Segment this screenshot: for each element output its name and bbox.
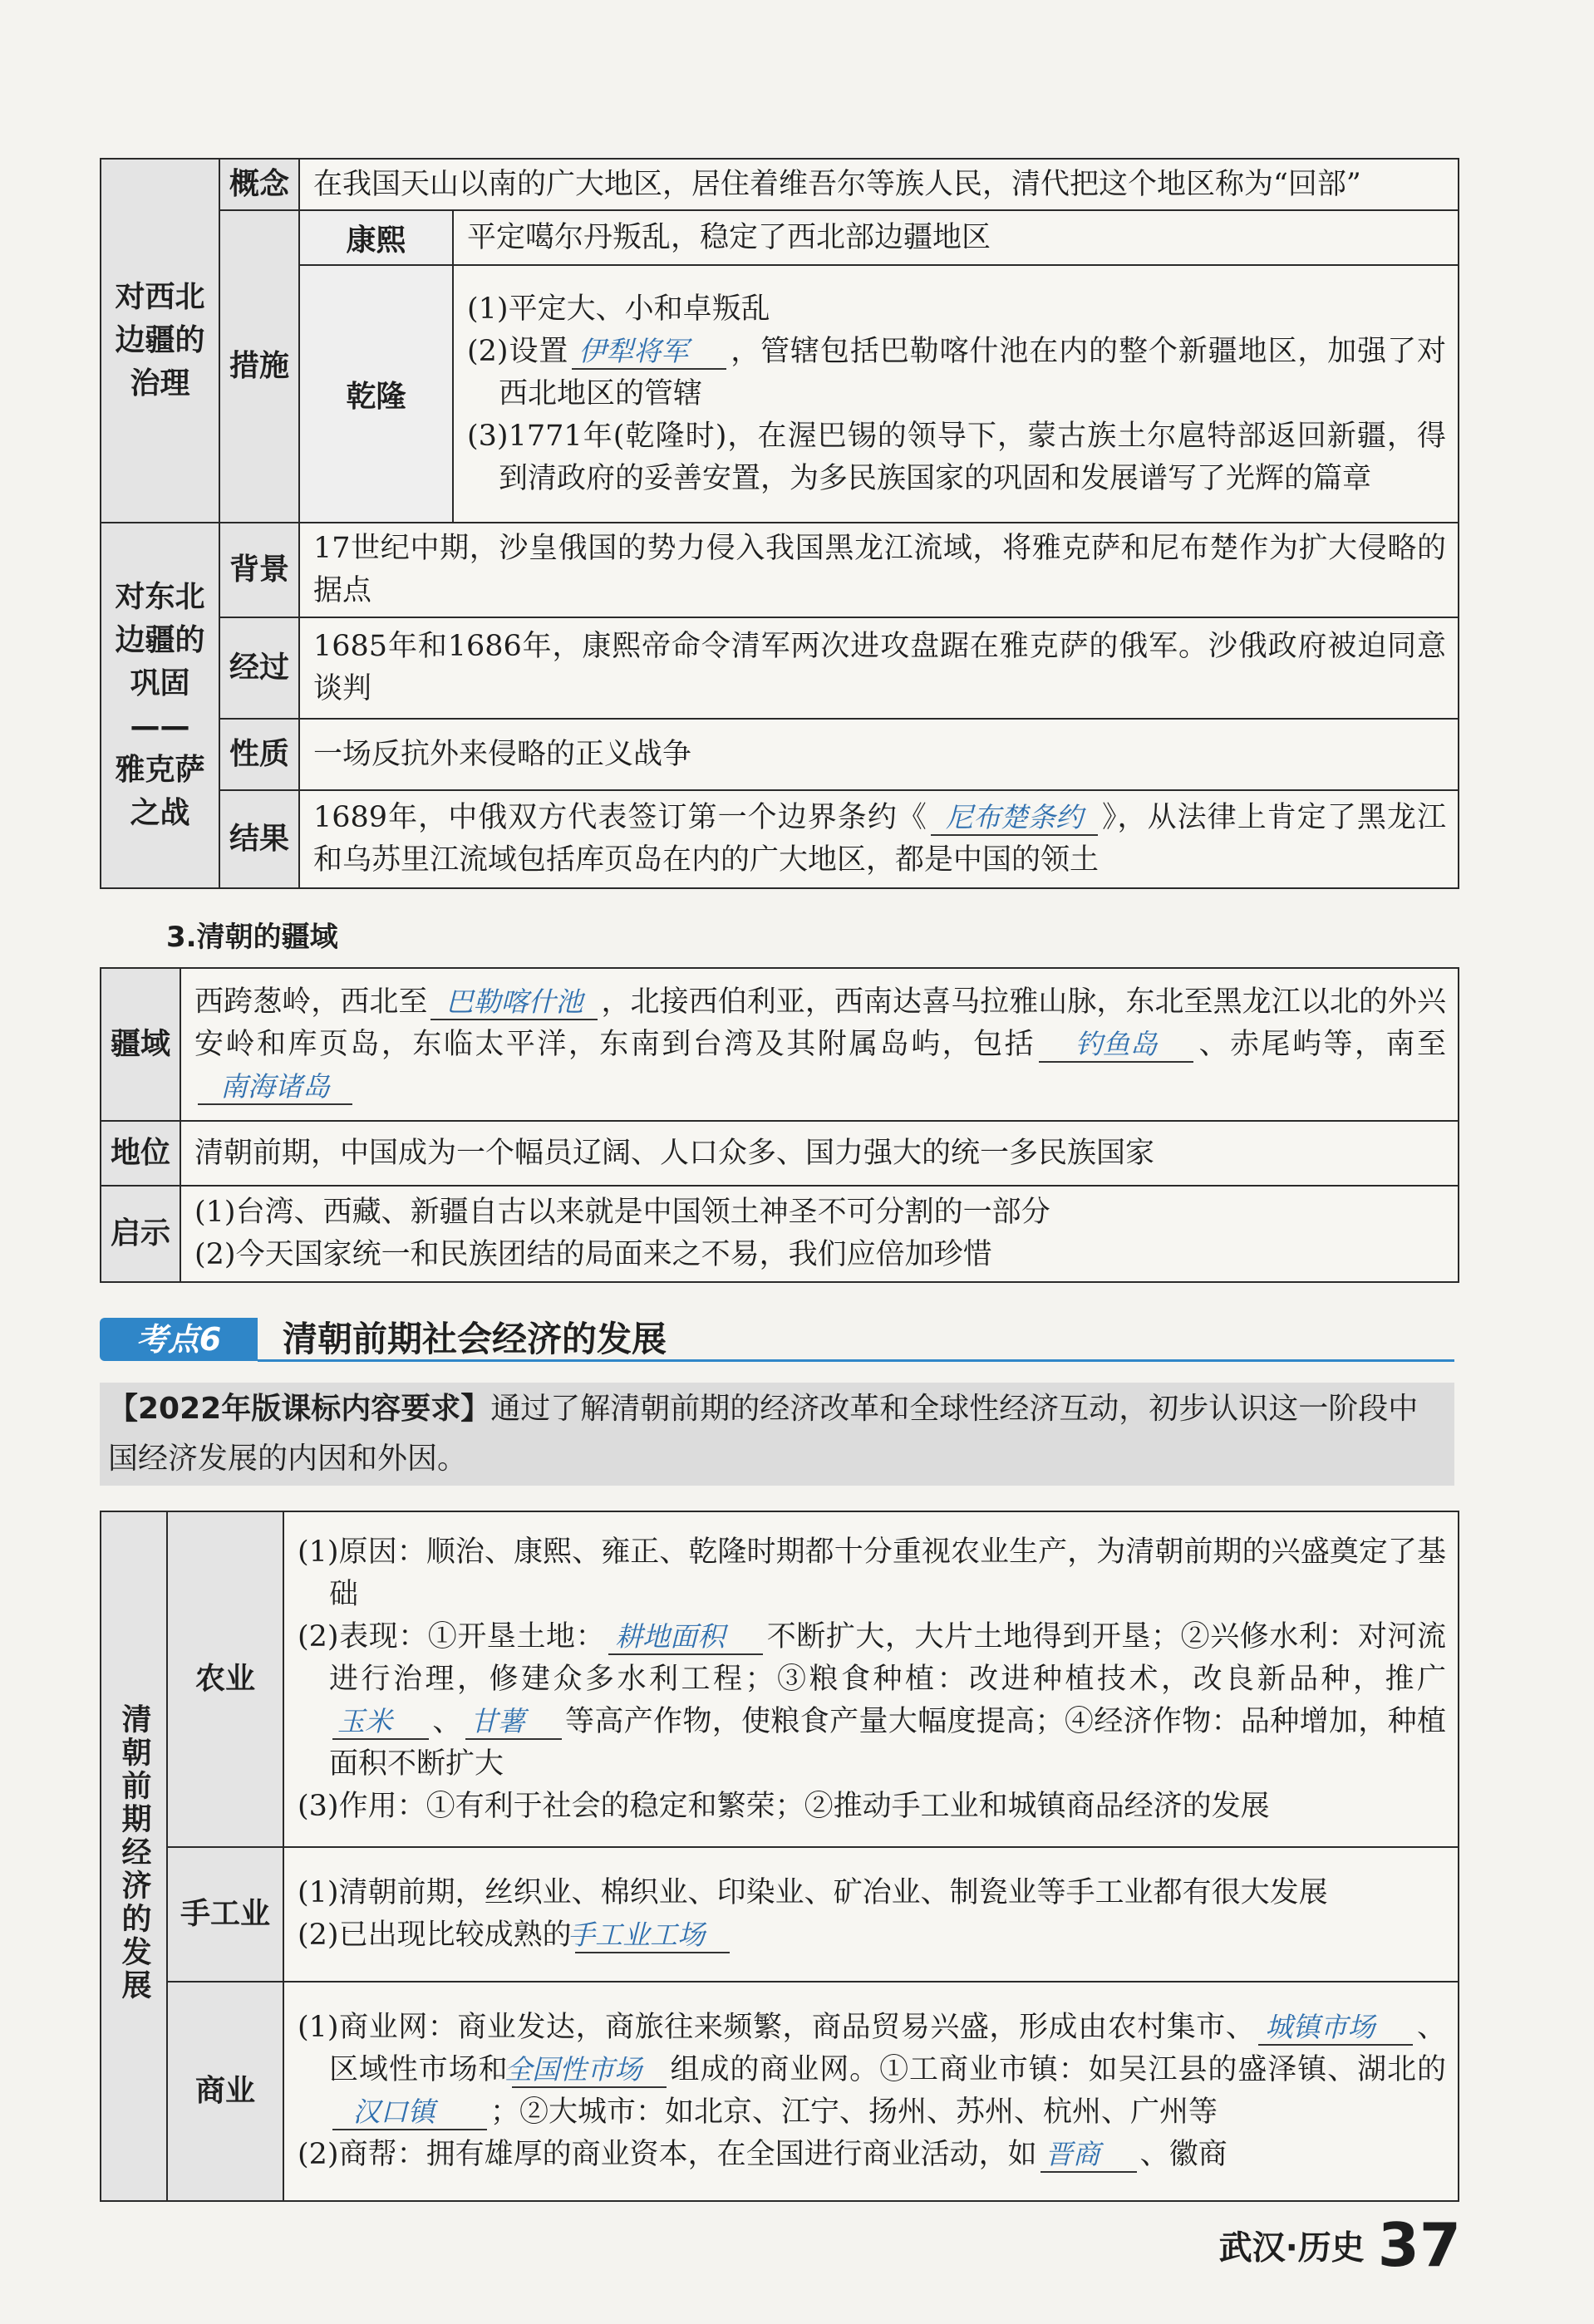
section-title: 3.清朝的疆域: [166, 921, 338, 954]
result-label: 结果: [219, 790, 299, 888]
handicraft-item-1: (1)清朝前期，丝织业、棉织业、印染业、矿冶业、制瓷业等手工业都有很大发展: [298, 1876, 1328, 1909]
commerce-text: [283, 1982, 1459, 2201]
handicraft-label: 手工业: [167, 1847, 283, 1982]
kaodian-header: [100, 1318, 1454, 1361]
requirement-heading: 【2022年版课标内容要求】: [108, 1392, 491, 1426]
northwest-group-label: 对西北边疆的治理: [101, 159, 219, 523]
concept-label: 概念: [219, 159, 299, 210]
answer-blank: 钓鱼岛: [1039, 1028, 1193, 1063]
handicraft-item-2: (2)已出现比较成熟的手工业工场: [298, 1914, 1446, 1957]
territory-table: [100, 967, 1459, 1283]
answer-blank: 手工业工场: [575, 1919, 730, 1953]
result-text: 1689年，中俄双方代表签订第一个边界条约《 尼布楚条约 》，从法律上肯定了黑龙江和乌苏里江流域包括库页岛在内的广大地区，都是中国的领土: [299, 790, 1459, 888]
agriculture-text: [283, 1511, 1459, 1847]
qianlong-text: [453, 265, 1459, 523]
page-number: 37: [1377, 2210, 1461, 2280]
qianlong-item-2: (2)设置 伊犁将军 ，管辖包括巴勒喀什池在内的整个新疆地区，加强了对西北地区的管辖: [467, 334, 1446, 410]
insight-label: 启示: [101, 1186, 180, 1282]
kaodian-title: 清朝前期社会经济的发展: [283, 1319, 667, 1359]
nature-text: 一场反抗外来侵略的正义战争: [299, 719, 1459, 790]
commerce-item-2: (2)商帮：拥有雄厚的商业资本，在全国进行商业活动，如 晋商 、徽商: [298, 2138, 1227, 2171]
concept-text: 在我国天山以南的广大地区，居住着维吾尔等族人民，清代把这个地区称为“回部”: [299, 159, 1459, 210]
course-label: 经过: [219, 617, 299, 719]
page-footer: [1219, 2210, 1461, 2280]
frontier-governance-table: [100, 158, 1459, 889]
handicraft-text: [283, 1847, 1459, 1982]
status-label: 地位: [101, 1121, 180, 1186]
answer-blank: 南海诸岛: [198, 1070, 352, 1105]
status-text: 清朝前期，中国成为一个幅员辽阔、人口众多、国力强大的统一多民族国家: [180, 1121, 1459, 1186]
answer-blank: 玉米: [332, 1705, 429, 1740]
answer-blank: 耕地面积: [608, 1620, 763, 1655]
agriculture-label: 农业: [167, 1511, 283, 1847]
agriculture-item-3: (3)作用：①有利于社会的稳定和繁荣；②推动手工业和城镇商品经济的发展: [298, 1789, 1270, 1823]
insight-item-1: (1)台湾、西藏、新疆自古以来就是中国领土神圣不可分割的一部分: [194, 1196, 1050, 1229]
answer-blank: 城镇市场: [1258, 2011, 1413, 2046]
insight-item-2: (2)今天国家统一和民族团结的局面来之不易，我们应倍加珍惜: [194, 1238, 992, 1271]
insight-text: [180, 1186, 1459, 1282]
territory-label: 疆域: [101, 968, 180, 1121]
kangxi-label: 康熙: [299, 210, 453, 265]
answer-blank: 巴勒喀什池: [430, 985, 598, 1020]
requirement-text: 通过了解清朝前期的经济改革和全球性经济互动，初步认识这一阶段中国经济发展的内因和外因。: [108, 1392, 1419, 1476]
answer-blank: 尼布楚条约: [931, 801, 1098, 836]
commerce-label: 商业: [167, 1982, 283, 2201]
nature-label: 性质: [219, 719, 299, 790]
agriculture-item-2: (2)表现：①开垦土地： 耕地面积 不断扩大，大片土地得到开垦；②兴修水利：对河流进行治理，修建众多水利工程；③粮食种植：改进种植技术，改良新品种，推广玉米 、 甘薯 等高产作物，使粮食产量大幅度提高；④经济作物：品种增加，种植面积不断扩大: [298, 1619, 1446, 1781]
footer-label: 武汉·历史: [1218, 2228, 1365, 2267]
kangxi-text: 平定噶尔丹叛乱，稳定了西北部边疆地区: [453, 210, 1459, 265]
territory-text: 西跨葱岭，西北至 巴勒喀什池 ，北接西伯利亚，西南达喜马拉雅山脉，东北至黑龙江以北的外兴安岭和库页岛，东临太平洋，东南到台湾及其附属岛屿，包括 钓鱼岛 、赤尾屿等，南至南海诸岛: [180, 968, 1459, 1121]
economy-table: [100, 1511, 1459, 2202]
curriculum-requirement: [100, 1383, 1454, 1486]
background-text: 17世纪中期，沙皇俄国的势力侵入我国黑龙江流域，将雅克萨和尼布楚作为扩大侵略的据点: [299, 523, 1459, 617]
answer-blank: 全国性市场: [512, 2053, 667, 2088]
answer-blank: 汉口镇: [332, 2096, 487, 2130]
answer-blank: 甘薯: [465, 1705, 562, 1740]
qianlong-item-3: (3)1771年(乾隆时)，在渥巴锡的领导下，蒙古族土尔扈特部返回新疆，得到清政府的妥善安置，为多民族国家的巩固和发展谱写了光辉的篇章: [467, 419, 1446, 495]
answer-blank: 晋商: [1041, 2138, 1137, 2173]
qianlong-label: 乾隆: [299, 265, 453, 523]
commerce-item-1: (1)商业网：商业发达，商旅往来频繁，商品贸易兴盛，形成由农村集市、 城镇市场 、区域性市场和全国性市场 组成的商业网。①工商业市镇：如吴江县的盛泽镇、湖北的汉口镇 ；②大城市：如北京、江宁、扬州、苏州、杭州、广州等: [298, 2011, 1446, 2129]
answer-blank: 伊犁将军: [572, 335, 726, 370]
economy-group-label: 清朝前期经济的发展: [101, 1511, 167, 2201]
background-label: 背景: [219, 523, 299, 617]
measures-label: 措施: [219, 210, 299, 523]
agriculture-item-1: (1)原因：顺治、康熙、雍正、乾隆时期都十分重视农业生产，为清朝前期的兴盛奠定了基础: [298, 1535, 1446, 1611]
kaodian-tag: 考点6: [100, 1318, 258, 1361]
qianlong-item-1: (1)平定大、小和卓叛乱: [467, 292, 770, 326]
kaodian-underline: [258, 1359, 1454, 1362]
course-text: 1685年和1686年，康熙帝命令清军两次进攻盘踞在雅克萨的俄军。沙俄政府被迫同意谈判: [299, 617, 1459, 719]
northeast-group-label: 对东北边疆的巩固 —— 雅克萨之战: [101, 523, 219, 888]
